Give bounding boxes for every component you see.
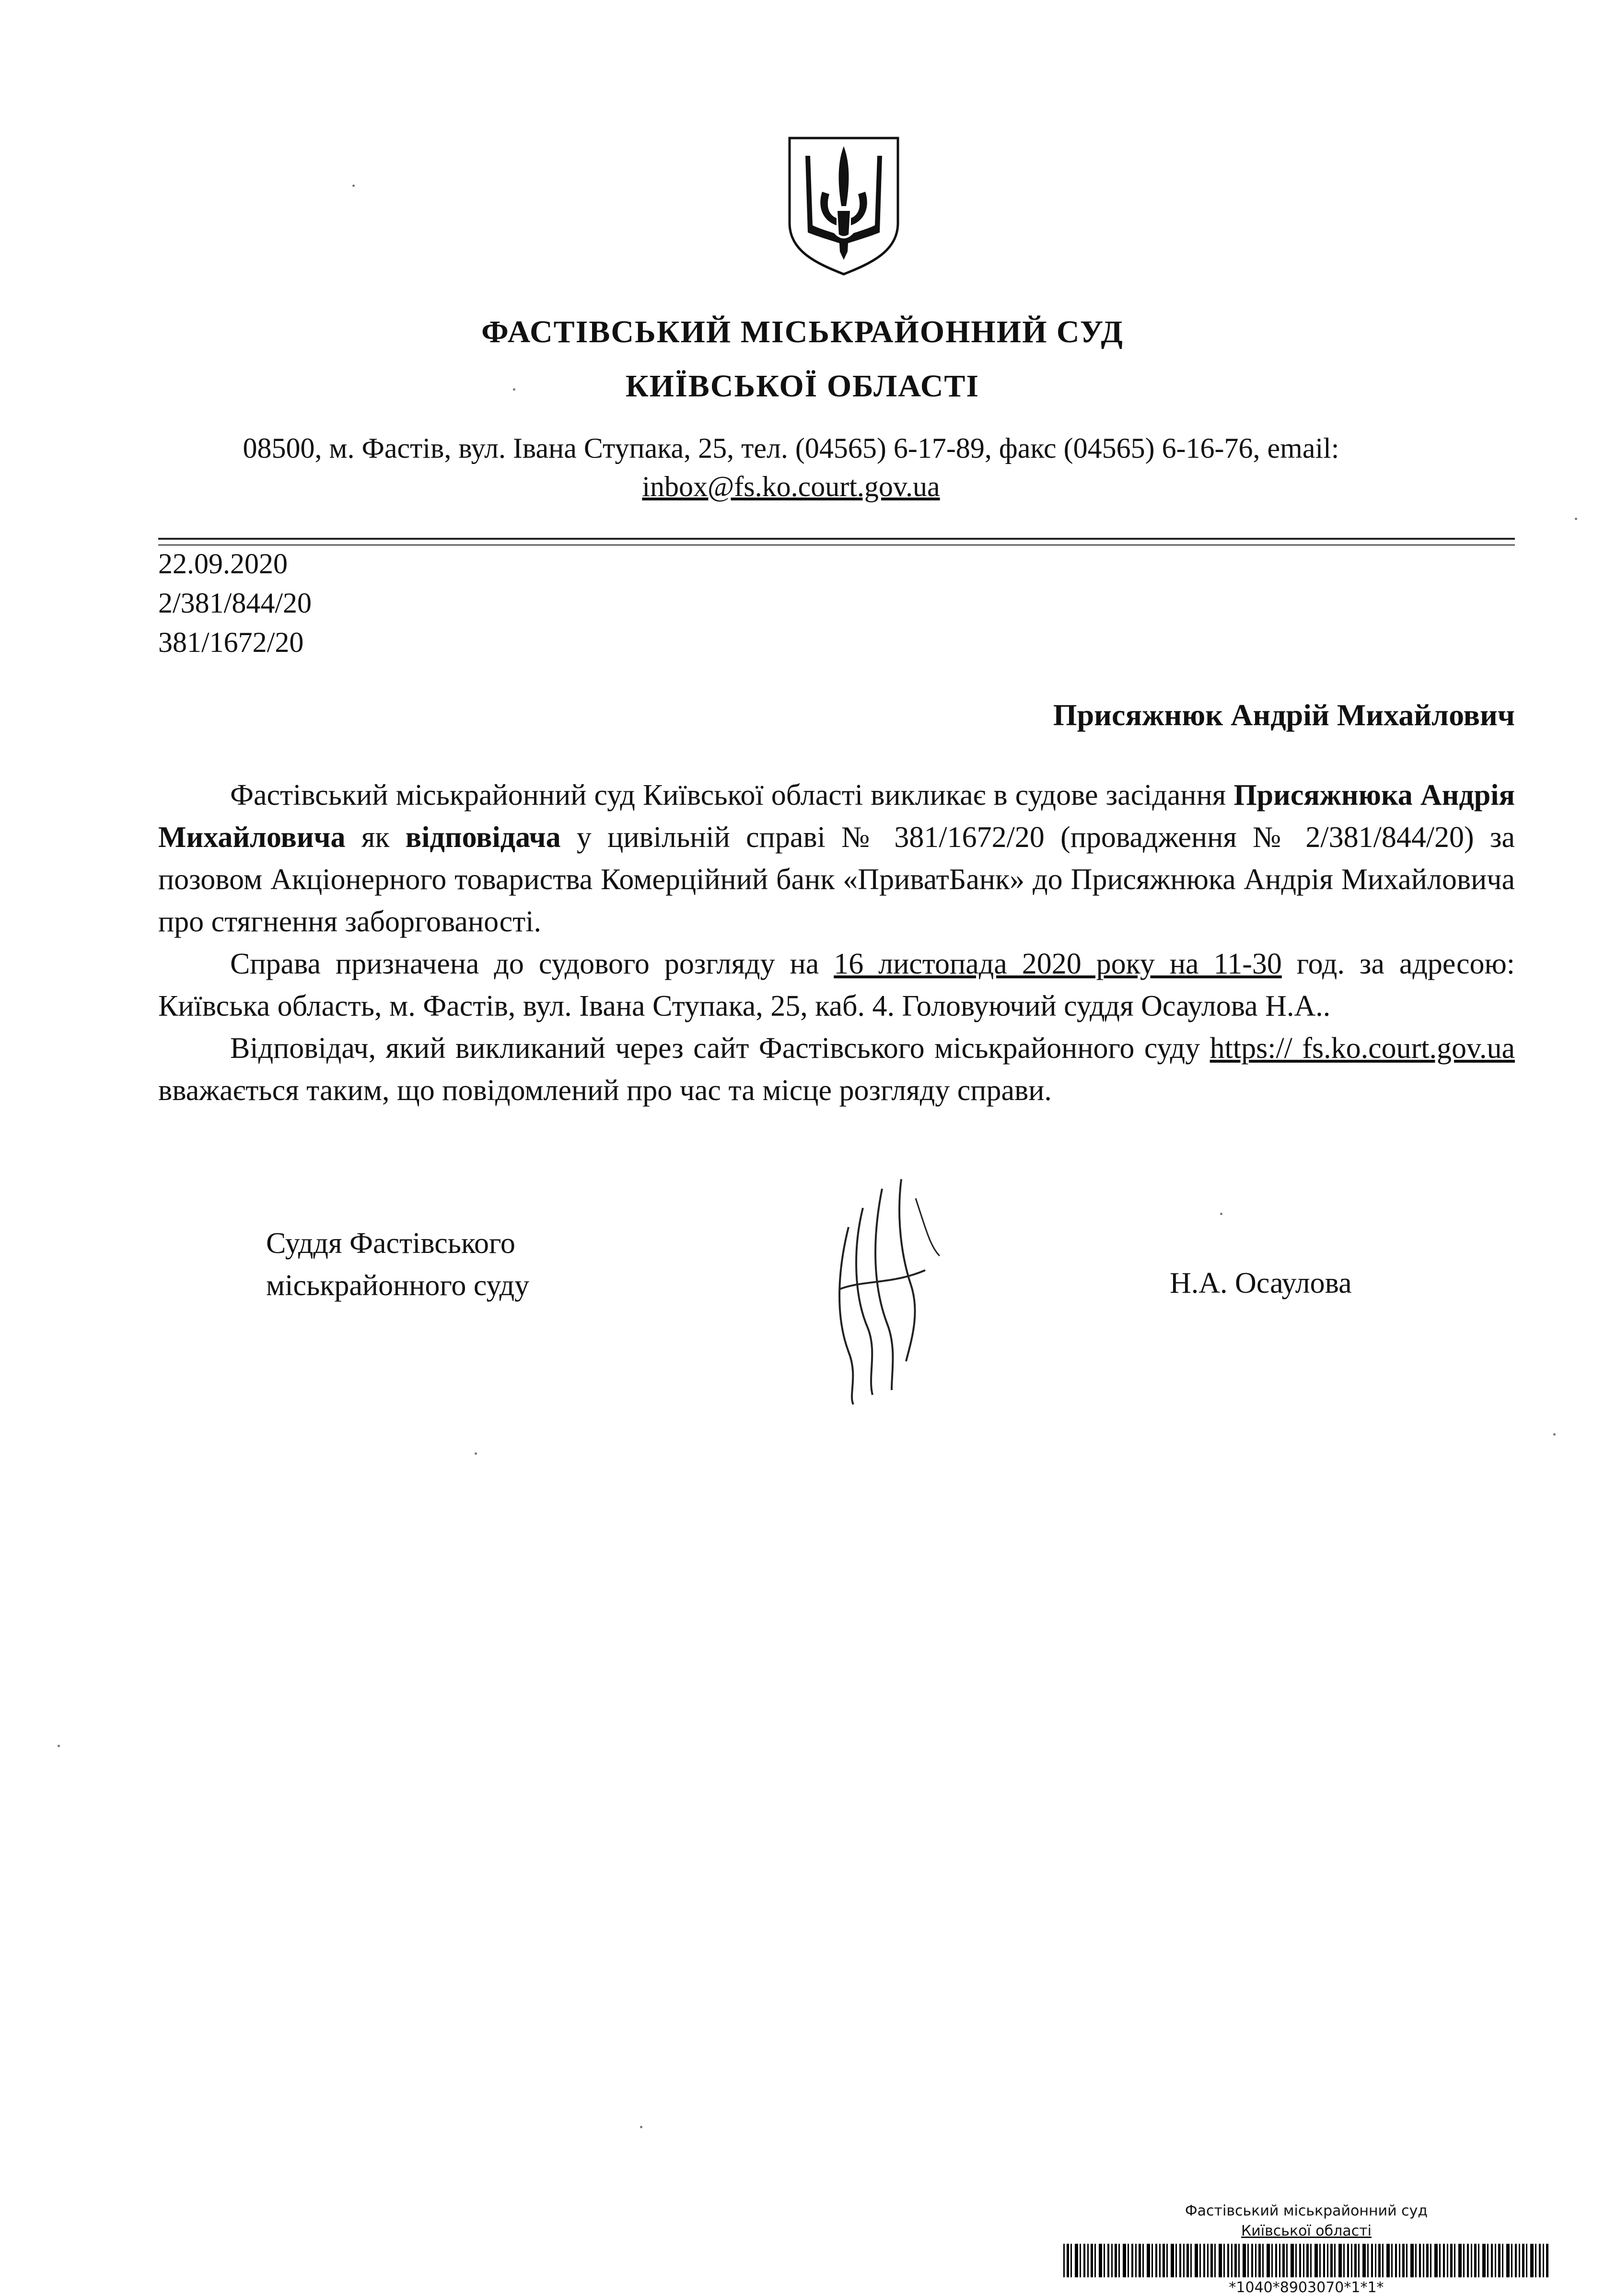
- paragraph-notice: Відповідач, який викликаний через сайт Фастівського міськрайонного суду https:// fs.ko.court.gov.ua вважається таким, що повідомлений про час та місце розгляду справи.: [158, 1032, 1515, 1107]
- email-link[interactable]: inbox@fs.ko.court.gov.ua: [642, 471, 940, 502]
- barcode-bar: [1343, 2244, 1345, 2277]
- barcode-bar: [1447, 2244, 1448, 2277]
- barcode-bar: [1358, 2244, 1360, 2277]
- barcode-bar: [1147, 2244, 1150, 2277]
- barcode-bar: [1386, 2244, 1390, 2277]
- barcode-bar: [1303, 2244, 1304, 2277]
- barcode-bar: [1183, 2244, 1185, 2277]
- barcode-bar: [1255, 2244, 1256, 2277]
- barcode-bar: [1234, 2244, 1237, 2277]
- barcode-bar: [1375, 2244, 1376, 2277]
- scan-speck: [58, 1745, 60, 1747]
- barcode: [1059, 2244, 1553, 2277]
- barcode-bar: [1166, 2244, 1168, 2277]
- body-text: [158, 774, 1515, 1112]
- signer-name: Н.А. Осаулова: [1170, 1267, 1352, 1299]
- barcode-bar: [1482, 2244, 1486, 2277]
- paragraph-hearing: Справа призначена до судового розгляду на 16 листопада 2020 року на 11-30 год. за адресою: Київська область, м. Фастів, вул. Івана Ступака, 25, каб. 4. Головуючий суддя Осаулова Н.А..: [158, 948, 1515, 1022]
- barcode-bar: [1519, 2244, 1520, 2277]
- barcode-bar: [1286, 2244, 1288, 2277]
- barcode-bar: [1179, 2244, 1181, 2277]
- barcode-bar: [1402, 2244, 1405, 2277]
- paragraph-summons: Фастівський міськрайонний суд Київської області викликає в судове засідання Присяжнюка Андрія Михайловича як відповідача у цивільній справі № 381/1672/20 (провадження № 2/381/844/20) за позовом Акціонерного товариства Комерційний банк «ПриватБанк» до Присяжнюка Андрія Михайловича про стягнення заборгованості.: [158, 779, 1515, 938]
- barcode-bar: [1395, 2244, 1397, 2277]
- barcode-bar: [1279, 2244, 1280, 2277]
- stamp-region: Київської області: [1241, 2223, 1372, 2239]
- barcode-bar: [1195, 2244, 1198, 2277]
- scan-speck: [475, 1452, 477, 1455]
- barcode-bar: [1391, 2244, 1393, 2277]
- barcode-bar: [1118, 2244, 1120, 2277]
- barcode-bar: [1327, 2244, 1328, 2277]
- barcode-bar: [1223, 2244, 1225, 2277]
- barcode-bar: [1539, 2244, 1541, 2277]
- barcode-bar: [1495, 2244, 1496, 2277]
- barcode-bar: [1131, 2244, 1133, 2277]
- barcode-bar: [1310, 2244, 1312, 2277]
- barcode-bar: [1295, 2244, 1297, 2277]
- barcode-bar: [1382, 2244, 1384, 2277]
- stamp-court-name: Фастівський міськрайонний суд: [1185, 2203, 1428, 2219]
- barcode-bar: [1087, 2244, 1089, 2277]
- addressee: Присяжнюк Андрій Михайлович: [1053, 698, 1515, 732]
- barcode-bar: [1334, 2244, 1336, 2277]
- barcode-bar: [1467, 2244, 1469, 2277]
- barcode-bar: [1111, 2244, 1113, 2277]
- barcode-bar: [1543, 2244, 1544, 2277]
- barcode-bar: [1238, 2244, 1240, 2277]
- barcode-bar: [1190, 2244, 1192, 2277]
- scan-speck: [1553, 1433, 1556, 1436]
- document-date: 22.09.2020: [158, 548, 288, 580]
- barcode-bar: [1275, 2244, 1277, 2277]
- barcode-bar: [1410, 2244, 1414, 2277]
- barcode-bar: [1262, 2244, 1264, 2277]
- barcode-bar: [1247, 2244, 1249, 2277]
- scan-speck: [352, 185, 355, 187]
- barcode-bar: [1199, 2244, 1201, 2277]
- barcode-bar: [1450, 2244, 1453, 2277]
- handwritten-signature: [820, 1170, 954, 1409]
- court-region: КИЇВСЬКОЇ ОБЛАСТІ: [625, 369, 980, 404]
- barcode-bar: [1207, 2244, 1209, 2277]
- barcode-bar: [1171, 2244, 1174, 2277]
- barcode-bar: [1323, 2244, 1325, 2277]
- scan-speck: [640, 2126, 642, 2128]
- barcode-bar: [1083, 2244, 1085, 2277]
- barcode-bar: [1271, 2244, 1273, 2277]
- court-title: ФАСТІВСЬКИЙ МІСЬКРАЙОННИЙ СУД: [481, 314, 1124, 349]
- barcode-bar: [1463, 2244, 1465, 2277]
- court-website-link[interactable]: https:// fs.ko.court.gov.ua: [1210, 1032, 1515, 1065]
- barcode-bar: [1338, 2244, 1342, 2277]
- barcode-bar: [1546, 2244, 1548, 2277]
- barcode-bar: [1291, 2244, 1294, 2277]
- barcode-bar: [1107, 2244, 1109, 2277]
- barcode-bar: [1471, 2244, 1472, 2277]
- barcode-bar: [1511, 2244, 1512, 2277]
- barcode-bar: [1214, 2244, 1216, 2277]
- barcode-bar: [1330, 2244, 1333, 2277]
- case-number: 381/1672/20: [158, 626, 304, 658]
- barcode-bar: [1243, 2244, 1246, 2277]
- barcode-bar: [1163, 2244, 1165, 2277]
- barcode-bar: [1367, 2244, 1369, 2277]
- barcode-bar: [1075, 2244, 1078, 2277]
- barcode-bar: [1502, 2244, 1503, 2277]
- barcode-bar: [1210, 2244, 1213, 2277]
- court-address: [144, 429, 1438, 506]
- barcode-bar: [1080, 2244, 1081, 2277]
- barcode-bar: [1159, 2244, 1161, 2277]
- barcode-bar: [1506, 2244, 1510, 2277]
- barcode-bar: [1128, 2244, 1129, 2277]
- document-meta: [158, 544, 312, 662]
- barcode-bar: [1351, 2244, 1352, 2277]
- scan-speck: [1575, 518, 1577, 520]
- barcode-bar: [1443, 2244, 1445, 2277]
- barcode-bar: [1251, 2244, 1253, 2277]
- barcode-bar: [1415, 2244, 1417, 2277]
- barcode-bar: [1362, 2244, 1366, 2277]
- barcode-bar: [1142, 2244, 1144, 2277]
- barcode-bar: [1535, 2244, 1536, 2277]
- barcode-bar: [1099, 2244, 1102, 2277]
- barcode-bar: [1299, 2244, 1301, 2277]
- barcode-bar: [1526, 2244, 1527, 2277]
- barcode-bar: [1282, 2244, 1285, 2277]
- barcode-bar: [1530, 2244, 1534, 2277]
- barcode-bar: [1498, 2244, 1500, 2277]
- barcode-bar: [1454, 2244, 1455, 2277]
- barcode-bar: [1155, 2244, 1157, 2277]
- barcode-bar: [1151, 2244, 1153, 2277]
- barcode-bar: [1123, 2244, 1126, 2277]
- barcode-bar: [1347, 2244, 1349, 2277]
- barcode-bar: [1227, 2244, 1229, 2277]
- barcode-bar: [1378, 2244, 1381, 2277]
- barcode-bar: [1314, 2244, 1318, 2277]
- barcode-bar: [1522, 2244, 1524, 2277]
- barcode-bar: [1406, 2244, 1407, 2277]
- barcode-bar: [1419, 2244, 1421, 2277]
- barcode-bar: [1458, 2244, 1462, 2277]
- barcode-number: *1040*8903070*1*1*: [1229, 2279, 1384, 2296]
- barcode-bar: [1426, 2244, 1429, 2277]
- barcode-bar: [1474, 2244, 1477, 2277]
- barcode-bar: [1091, 2244, 1093, 2277]
- barcode-bar: [1354, 2244, 1357, 2277]
- header-rule: [158, 538, 1515, 540]
- barcode-bar: [1423, 2244, 1424, 2277]
- barcode-bar: [1203, 2244, 1205, 2277]
- scan-speck: [1220, 1213, 1222, 1215]
- barcode-bar: [1439, 2244, 1441, 2277]
- scan-speck: [513, 388, 515, 391]
- barcode-bar: [1186, 2244, 1189, 2277]
- barcode-bar: [1515, 2244, 1517, 2277]
- barcode-bar: [1306, 2244, 1309, 2277]
- barcode-bar: [1319, 2244, 1321, 2277]
- barcode-bar: [1258, 2244, 1261, 2277]
- barcode-bar: [1487, 2244, 1489, 2277]
- barcode-bar: [1478, 2244, 1479, 2277]
- barcode-bar: [1491, 2244, 1493, 2277]
- proceeding-number: 2/381/844/20: [158, 587, 312, 619]
- coat-of-arms-icon: [784, 134, 904, 278]
- barcode-bar: [1115, 2244, 1117, 2277]
- barcode-bar: [1104, 2244, 1105, 2277]
- barcode-bar: [1067, 2244, 1069, 2277]
- barcode-bar: [1430, 2244, 1431, 2277]
- address-line: 08500, м. Фастів, вул. Івана Ступака, 25, тел. (04565) 6-17-89, факс (04565) 6-16-76, email:: [243, 432, 1339, 464]
- barcode-bar: [1135, 2244, 1137, 2277]
- barcode-bar: [1063, 2244, 1065, 2277]
- barcode-bar: [1267, 2244, 1270, 2277]
- barcode-bar: [1094, 2244, 1096, 2277]
- barcode-bar: [1070, 2244, 1072, 2277]
- barcode-bar: [1399, 2244, 1400, 2277]
- barcode-bar: [1139, 2244, 1141, 2277]
- barcode-bar: [1371, 2244, 1373, 2277]
- barcode-bar: [1231, 2244, 1233, 2277]
- signer-role: Суддя Фастівського міськрайонного суду: [266, 1227, 530, 1302]
- barcode-bar: [1434, 2244, 1438, 2277]
- barcode-bar: [1219, 2244, 1222, 2277]
- barcode-bar: [1175, 2244, 1177, 2277]
